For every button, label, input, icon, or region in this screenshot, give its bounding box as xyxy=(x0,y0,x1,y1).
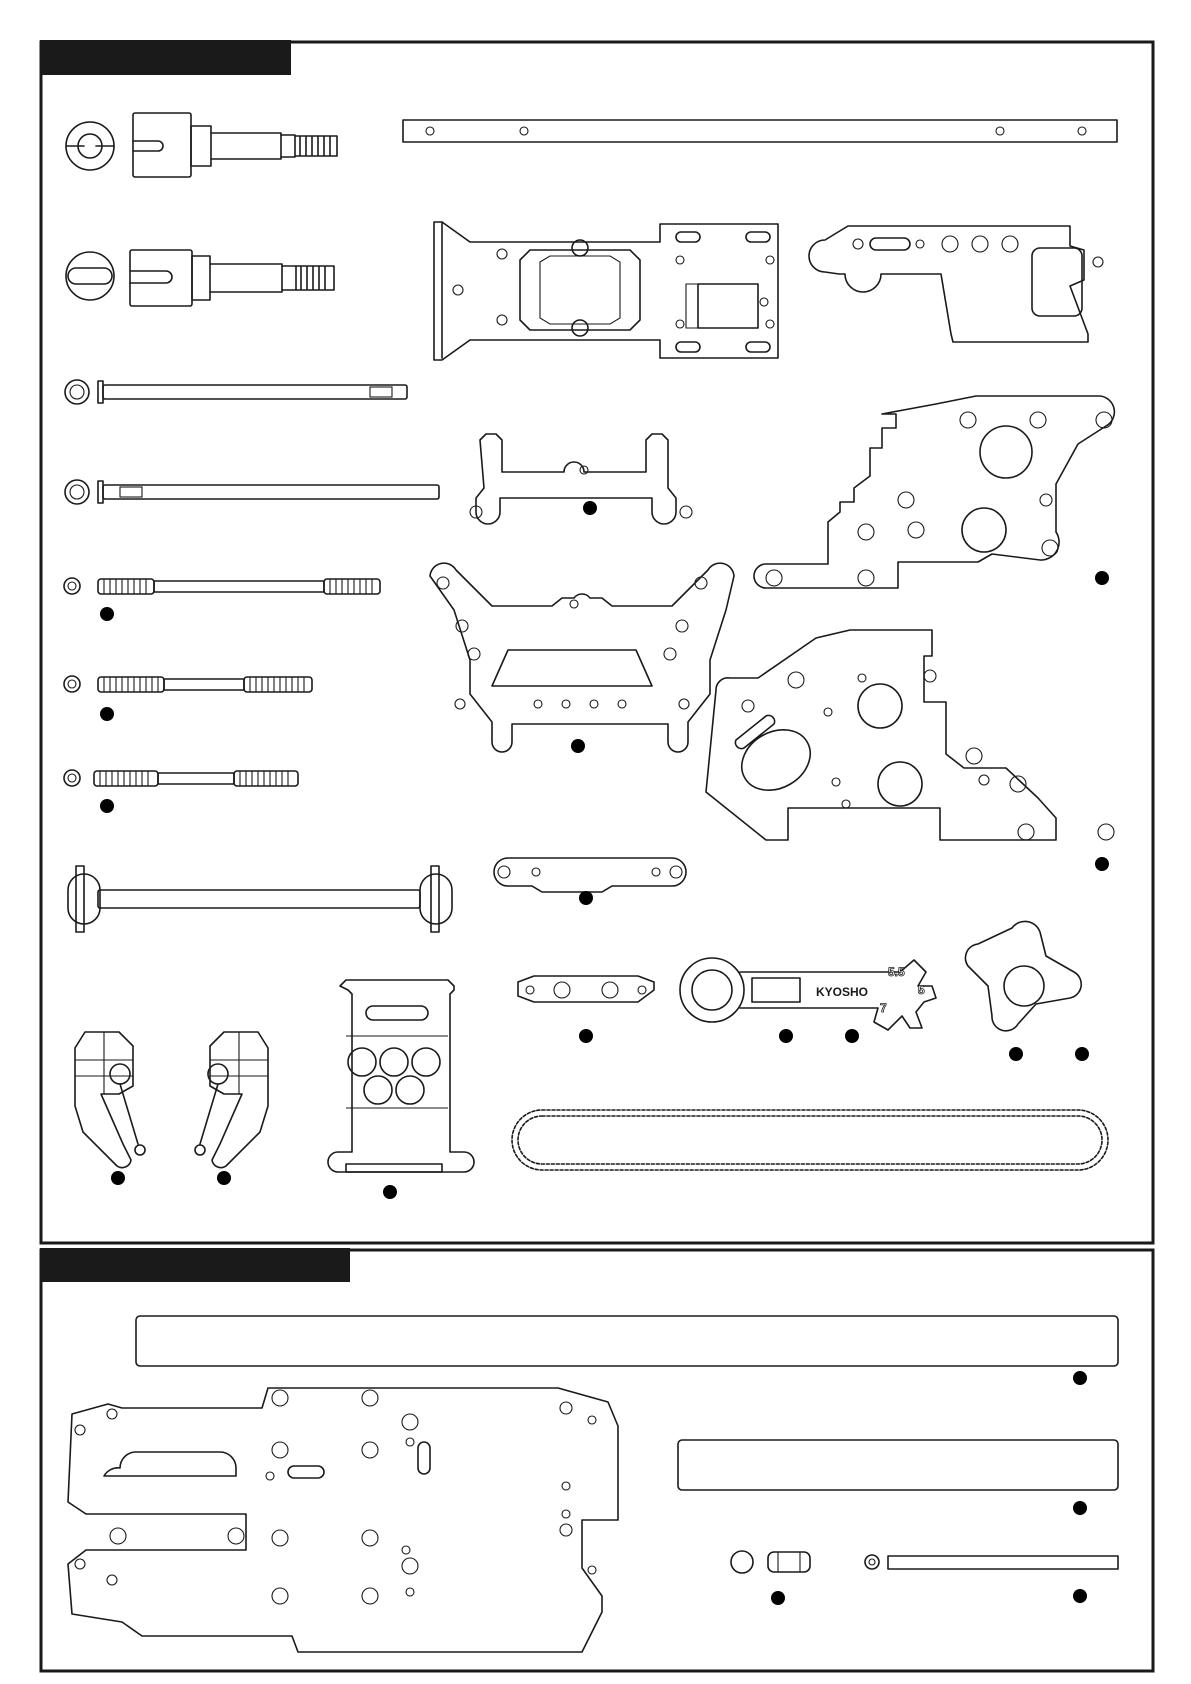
flywheel-wrench xyxy=(965,921,1089,1061)
cup-joint-round xyxy=(66,250,334,306)
knuckle-right xyxy=(195,1032,268,1185)
tool-wrench xyxy=(680,958,936,1043)
long-plate-medium xyxy=(678,1440,1118,1515)
wrench-size-55: 5.5 xyxy=(888,965,905,979)
wrench-logo-text: KYOSHO xyxy=(816,985,869,999)
gear-plate-upper xyxy=(754,396,1114,588)
cup-joint-slotted xyxy=(66,113,337,177)
turnbuckle-medium xyxy=(64,676,312,721)
motor-mount-plate xyxy=(809,226,1103,342)
drive-belt xyxy=(512,1110,1108,1170)
suspension-mount-a xyxy=(494,858,686,905)
drive-shaft xyxy=(68,866,452,932)
turnbuckle-short xyxy=(64,770,298,813)
suspension-mount-b xyxy=(518,976,654,1043)
section-2-header-tab xyxy=(40,1248,350,1282)
section-2-frame xyxy=(41,1250,1153,1671)
section-1-frame xyxy=(41,42,1153,1243)
main-chassis xyxy=(68,1388,618,1652)
pin-long xyxy=(65,480,439,504)
long-plate-wide xyxy=(136,1316,1118,1385)
small-nut-and-spacer xyxy=(731,1551,810,1605)
long-plate-top xyxy=(403,120,1117,142)
bumper-plate xyxy=(328,980,474,1199)
thin-rod xyxy=(865,1555,1118,1603)
pin-short xyxy=(65,380,407,404)
gear-plate-lower xyxy=(706,630,1114,871)
turnbuckle-long xyxy=(64,578,380,621)
upper-bulkhead xyxy=(470,434,692,524)
wrench-size-7: 7 xyxy=(880,1001,887,1015)
shock-tower xyxy=(430,563,734,753)
knuckle-left xyxy=(75,1032,145,1185)
wrench-size-5: 5 xyxy=(918,983,925,997)
section-1-header-tab xyxy=(40,40,291,75)
gearbox-housing xyxy=(434,222,778,360)
